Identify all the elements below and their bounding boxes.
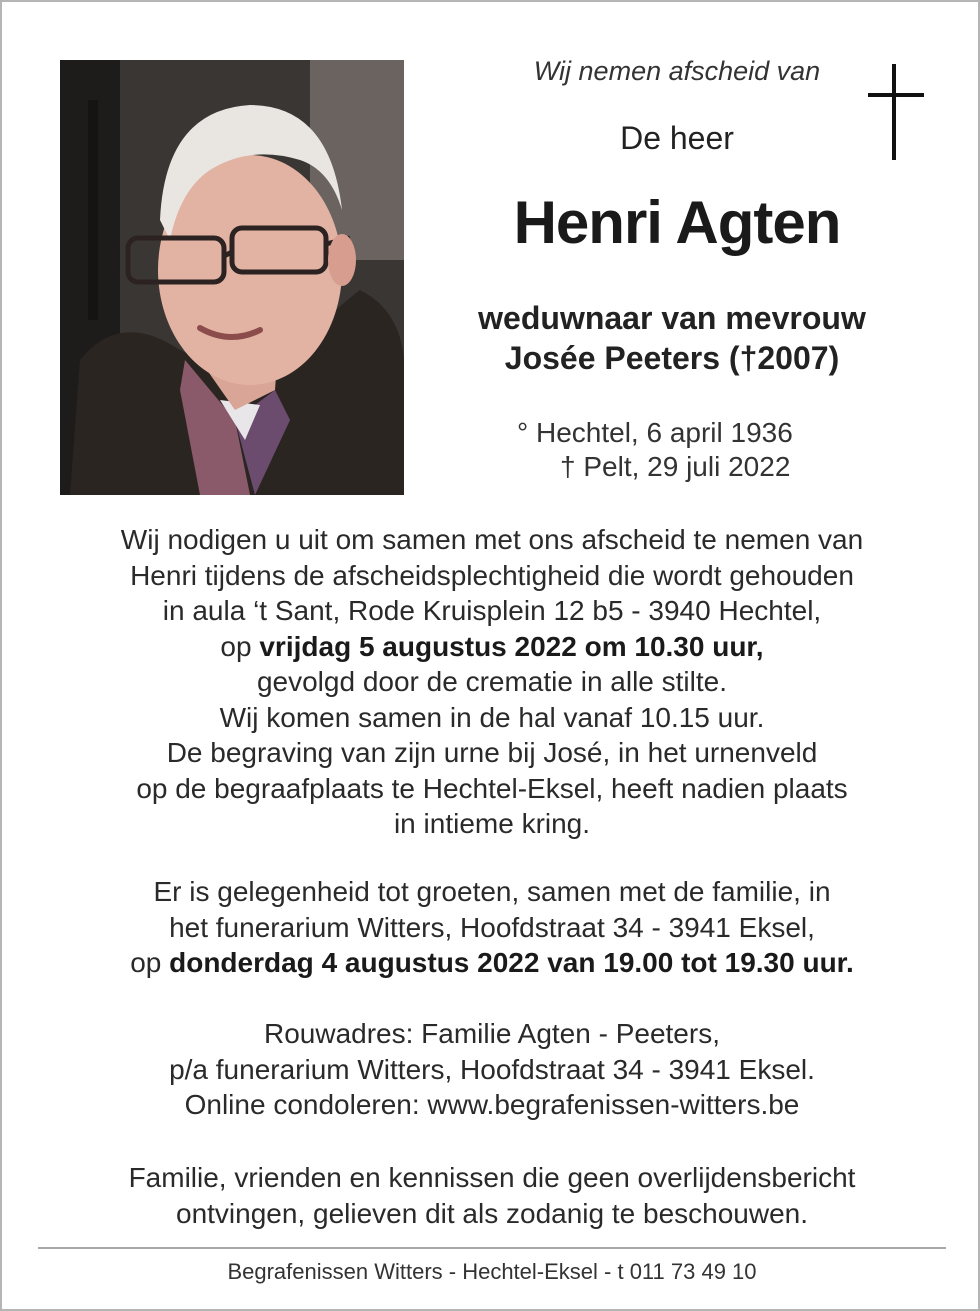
ceremony-line: Wij komen samen in de hal vanaf 10.15 uur. [219, 701, 765, 733]
life-dates [442, 416, 912, 484]
widow-info [422, 298, 922, 378]
visitation-line: Er is gelegenheid tot groeten, samen met de familie, in [153, 876, 831, 907]
widow-line-1: weduwnaar van mevrouw [478, 300, 866, 336]
visitation-date-prefix: op [130, 947, 170, 978]
address-paragraph [42, 1016, 942, 1123]
deceased-name: Henri Agten [513, 189, 841, 256]
address-line: p/a funerarium Witters, Hoofdstraat 34 - 3941 Eksel. [169, 1053, 815, 1085]
ceremony-line: gevolgd door de crematie in alle stilte. [256, 666, 728, 697]
visitation-date-line [42, 945, 942, 981]
condolence-link[interactable]: Online condoleren: www.begrafenissen-witters.be [184, 1089, 800, 1120]
ceremony-line: Henri tijdens de afscheidsplechtigheid die wordt gehouden [130, 559, 854, 591]
intro-text: Wij nemen afscheid van [533, 56, 821, 86]
death-date: † Pelt, 29 juli 2022 [560, 451, 791, 482]
footer-divider [38, 1247, 946, 1249]
ceremony-date-prefix: op [220, 630, 260, 662]
footer-text: Begrafenissen Witters - Hechtel-Eksel - t 011 73 49 10 [227, 1259, 757, 1284]
visitation-line: het funerarium Witters, Hoofdstraat 34 - 3941 Eksel, [169, 911, 815, 943]
portrait-photo [60, 60, 404, 495]
ceremony-line: op de begraafplaats te Hechtel-Eksel, heeft nadien plaats [136, 772, 848, 804]
notice-line: ontvingen, gelieven dit als zodanig te beschouwen. [176, 1197, 808, 1229]
ceremony-line: De begraving van zijn urne bij José, in het urnenveld [166, 737, 818, 768]
ceremony-line: in intieme kring. [393, 808, 591, 839]
notice-line: Familie, vrienden en kennissen die geen overlijdensbericht [128, 1162, 856, 1193]
ceremony-date: vrijdag 5 augustus 2022 om 10.30 uur, [259, 630, 764, 662]
address-line: Rouwadres: Familie Agten - Peeters, [264, 1018, 720, 1049]
visitation-date: donderdag 4 augustus 2022 van 19.00 tot 19.30 uur. [169, 947, 854, 978]
cross-icon [868, 64, 924, 160]
ceremony-line: Wij nodigen u uit om samen met ons afscheid te nemen van [120, 524, 864, 555]
salutation: De heer [620, 120, 734, 156]
notice-paragraph [42, 1160, 942, 1231]
birth-date: ° Hechtel, 6 april 1936 [517, 417, 793, 448]
ceremony-line: in aula ‘t Sant, Rode Kruisplein 12 b5 - 3940 Hechtel, [162, 595, 822, 626]
widow-line-2: Josée Peeters (†2007) [504, 340, 840, 376]
ceremony-paragraph [42, 522, 942, 842]
ceremony-date-line [42, 629, 942, 665]
visitation-paragraph [42, 874, 942, 981]
